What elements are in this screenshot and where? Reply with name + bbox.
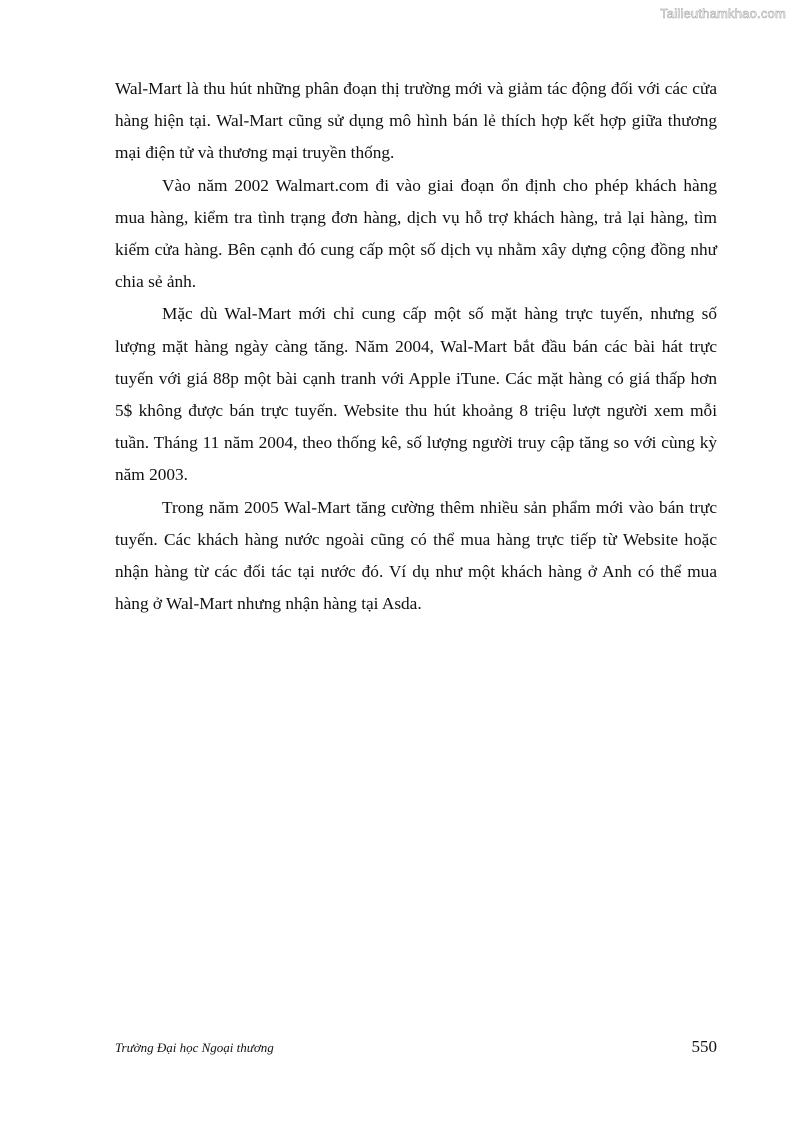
document-body bbox=[115, 73, 717, 620]
paragraph-4: Trong năm 2005 Wal-Mart tăng cường thêm nhiều sản phẩm mới vào bán trực tuyến. Các khách hàng nước ngoài cũng có thể mua hàng trực tiếp từ Website hoặc nhận hàng từ các đối tác tại nước đó. Ví dụ như một khách hàng ở Anh có thể mua hàng ở Wal-Mart nhưng nhận hàng tại Asda. bbox=[115, 497, 717, 614]
paragraph-1: Wal-Mart là thu hút những phân đoạn thị trường mới và giảm tác động đối với các cửa hàng hiện tại. Wal-Mart cũng sử dụng mô hình bán lẻ thích hợp kết hợp giữa thương mại điện tử và thương mại truyền thống. bbox=[115, 79, 717, 163]
paragraph-3: Mặc dù Wal-Mart mới chỉ cung cấp một số mặt hàng trực tuyến, nhưng số lượng mặt hàng ngày càng tăng. Năm 2004, Wal-Mart bắt đầu bán các bài hát trực tuyến với giá 88p một bài cạnh tranh với Apple iTune. Các mặt hàng có giá thấp hơn 5$ không được bán trực tuyến. Website thu hút khoảng 8 triệu lượt người xem mỗi tuần. Tháng 11 năm 2004, theo thống kê, số lượng người truy cập tăng so với cùng kỳ năm 2003. bbox=[115, 304, 717, 485]
footer-institution: Trường Đại học Ngoại thương bbox=[115, 1040, 274, 1055]
paragraph-2: Vào năm 2002 Walmart.com đi vào giai đoạn ổn định cho phép khách hàng mua hàng, kiểm tra tình trạng đơn hàng, dịch vụ hỗ trợ khách hàng, trả lại hàng, tìm kiếm cửa hàng. Bên cạnh đó cung cấp một số dịch vụ nhằm xây dựng cộng đồng như chia sẻ ảnh. bbox=[115, 175, 717, 292]
page-number: 550 bbox=[691, 1037, 717, 1056]
watermark: Tailieuthamkhao.com bbox=[660, 6, 786, 21]
page-footer bbox=[115, 1037, 717, 1057]
